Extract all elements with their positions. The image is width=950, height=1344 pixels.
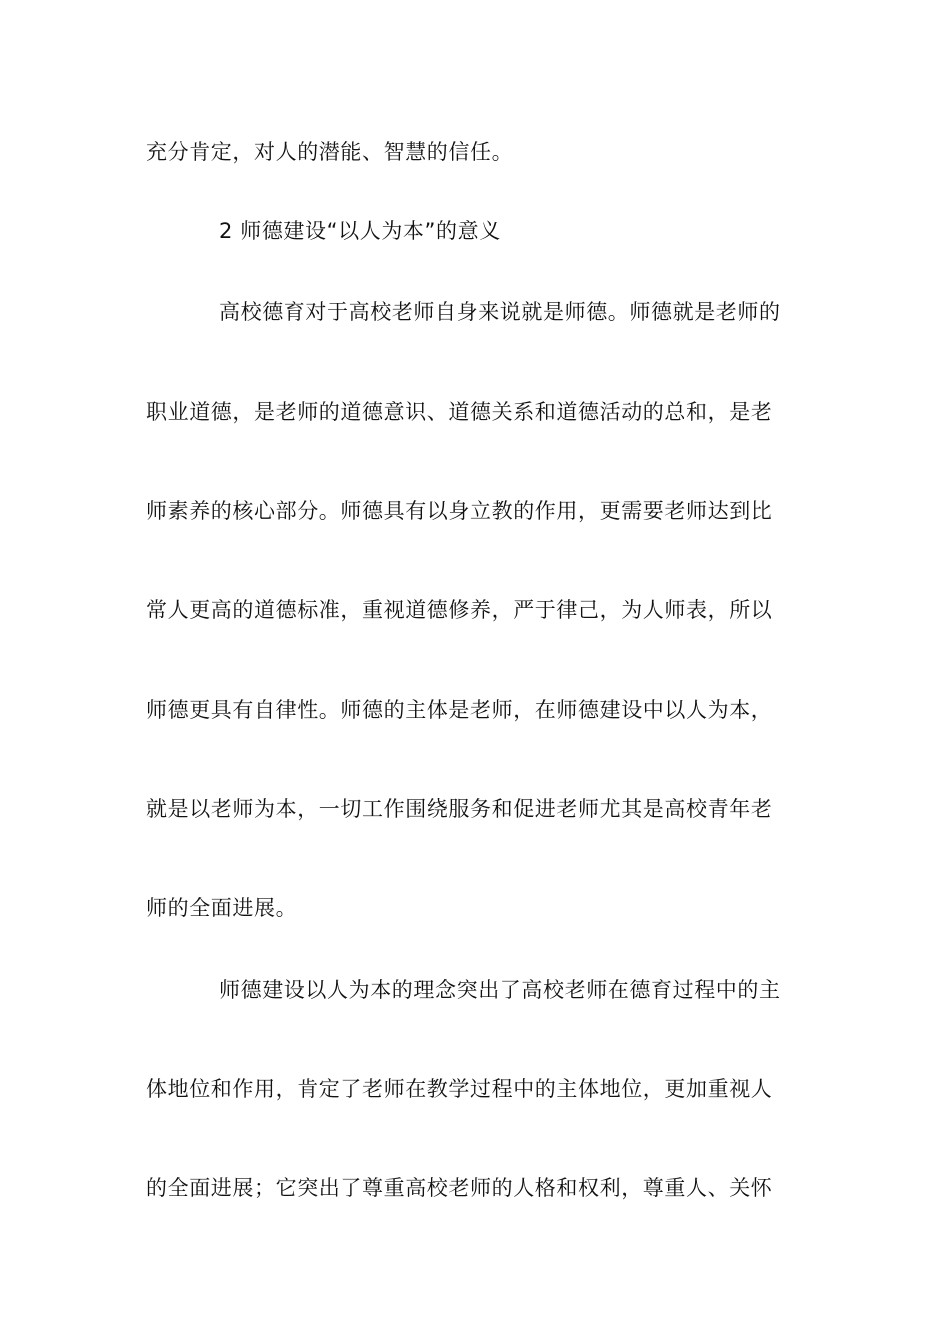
paragraph-line: 师的全面进展。: [146, 896, 298, 920]
paragraph-line: 高校德育对于高校老师自身来说就是师德。师德就是老师的: [219, 300, 781, 324]
paragraph-line: 师素养的核心部分。师德具有以身立教的作用，更需要老师达到比: [146, 499, 773, 523]
paragraph-line: 体地位和作用，肯定了老师在教学过程中的主体地位，更加重视人: [146, 1077, 773, 1101]
paragraph-line: 的全面进展；它突出了尊重高校老师的人格和权利，尊重人、关怀: [146, 1176, 773, 1200]
paragraph-line: 充分肯定，对人的潜能、智慧的信任。: [146, 140, 514, 164]
paragraph-line: 就是以老师为本，一切工作围绕服务和促进老师尤其是高校青年老: [146, 797, 773, 821]
paragraph-line: 职业道德，是老师的道德意识、道德关系和道德活动的总和，是老: [146, 400, 773, 424]
section-heading: 2 师德建设“以人为本”的意义: [219, 219, 501, 243]
paragraph-line: 师德建设以人为本的理念突出了高校老师在德育过程中的主: [219, 978, 781, 1002]
paragraph-line: 师德更具有自律性。师德的主体是老师，在师德建设中以人为本，: [146, 698, 773, 722]
paragraph-line: 常人更高的道德标准，重视道德修养，严于律己，为人师表，所以: [146, 598, 773, 622]
